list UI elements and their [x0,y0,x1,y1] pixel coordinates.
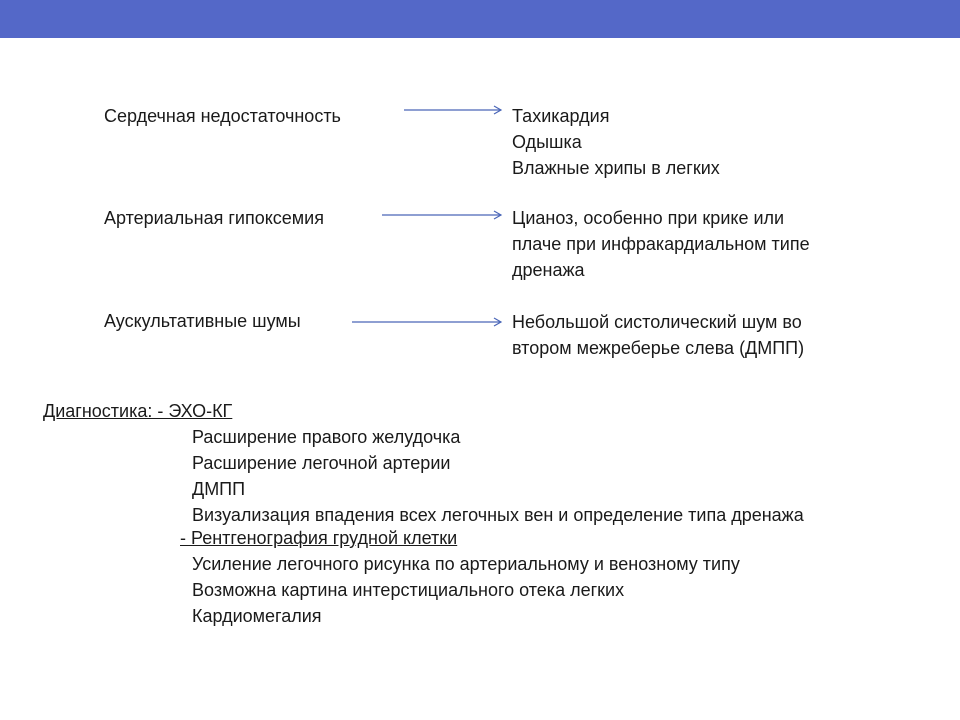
list-item: ДМПП [192,479,246,499]
xray-findings-list [192,551,740,629]
effect-item: Цианоз, особенно при крике или [512,208,785,228]
list-item: Возможна картина интерстициального отека легких [192,580,625,600]
effects-heart-failure [512,103,720,181]
effect-item: втором межреберье слева (ДМПП) [512,338,805,358]
echo-findings-list [192,424,804,528]
diagnostics-heading: Диагностика: - ЭХО-КГ [43,401,233,421]
effect-item: Тахикардия [512,106,610,126]
effect-item: Небольшой систолический шум во [512,312,802,332]
cause-auscultative-murmurs: Аускультативные шумы [104,311,301,331]
arrow-right-icon [382,209,504,221]
xray-heading: - Рентгенография грудной клетки [180,528,458,548]
effect-item: Влажные хрипы в легких [512,158,720,178]
effect-item: плаче при инфракардиальном типе [512,234,810,254]
top-banner [0,0,960,38]
effect-item: дренажа [512,260,585,280]
effects-auscultative-murmurs [512,309,804,361]
list-item: Визуализация впадения всех легочных вен и определение типа дренажа [192,505,804,525]
cause-arterial-hypoxemia: Артериальная гипоксемия [104,208,324,228]
arrow-right-icon [352,316,504,328]
list-item: Кардиомегалия [192,606,322,626]
list-item: Расширение легочной артерии [192,453,451,473]
arrow-right-icon [404,104,504,116]
effect-item: Одышка [512,132,582,152]
list-item: Усиление легочного рисунка по артериальному и венозному типу [192,554,740,574]
effects-arterial-hypoxemia [512,205,810,283]
list-item: Расширение правого желудочка [192,427,461,447]
cause-heart-failure: Сердечная недостаточность [104,106,341,126]
